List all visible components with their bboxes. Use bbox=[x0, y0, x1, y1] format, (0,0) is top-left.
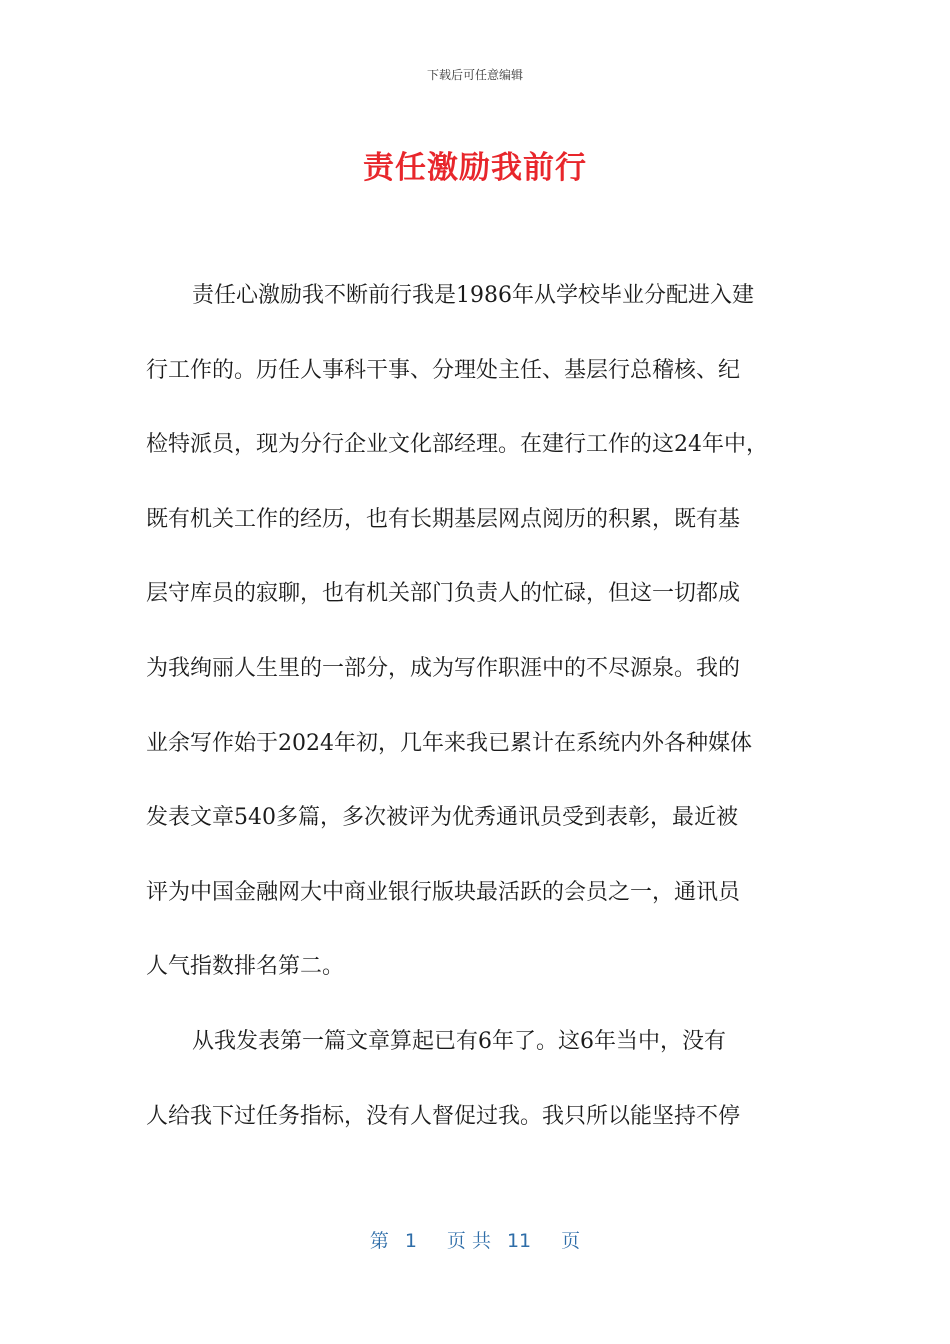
paragraph-1-line-1: 责任心激励我不断前行我是1986年从学校毕业分配进入建 bbox=[192, 283, 754, 308]
paragraph-1-line-6: 为我绚丽人生里的一部分，成为写作职涯中的不尽源泉。我的 bbox=[146, 655, 741, 681]
footer-prefix: 第 bbox=[369, 1230, 389, 1252]
paragraph-1-line-9: 评为中国金融网大中商业银行版块最活跃的会员之一，通讯员 bbox=[146, 879, 741, 905]
paragraph-2-line-2: 人给我下过任务指标，没有人督促过我。我只所以能坚持不停 bbox=[146, 1103, 741, 1129]
document-title: 责任激励我前行 bbox=[363, 150, 587, 186]
footer-total-pages: 11 bbox=[506, 1230, 532, 1252]
paragraph-1-line-5: 层守库员的寂聊，也有机关部门负责人的忙碌，但这一切都成 bbox=[146, 581, 741, 607]
paragraph-1-line-8: 发表文章540多篇，多次被评为优秀通讯员受到表彰，最近被 bbox=[146, 805, 738, 831]
page-footer bbox=[0, 1226, 950, 1253]
document-body bbox=[146, 277, 806, 1172]
paragraph-2-line-1: 从我发表第一篇文章算起已有6年了。这6年当中，没有 bbox=[192, 1028, 726, 1054]
paragraph-1-line-10: 人气指数排名第二。 bbox=[146, 954, 345, 980]
paragraph-1-line-7: 业余写作始于2024年初，几年来我已累计在系统内外各种媒体 bbox=[146, 730, 752, 756]
footer-page-number: 1 bbox=[404, 1230, 417, 1252]
paragraph-1-line-2: 行工作的。历任人事科干事、分理处主任、基层行总稽核、纪 bbox=[146, 357, 741, 383]
footer-suffix: 页 bbox=[561, 1230, 581, 1252]
paragraph-1-line-4: 既有机关工作的经历，也有长期基层网点阅历的积累，既有基 bbox=[146, 506, 741, 532]
header-note: 下载后可任意编辑 bbox=[426, 68, 523, 82]
footer-middle: 页 共 bbox=[446, 1230, 491, 1252]
paragraph-1-line-3: 检特派员，现为分行企业文化部经理。在建行工作的这24年中， bbox=[146, 432, 768, 458]
